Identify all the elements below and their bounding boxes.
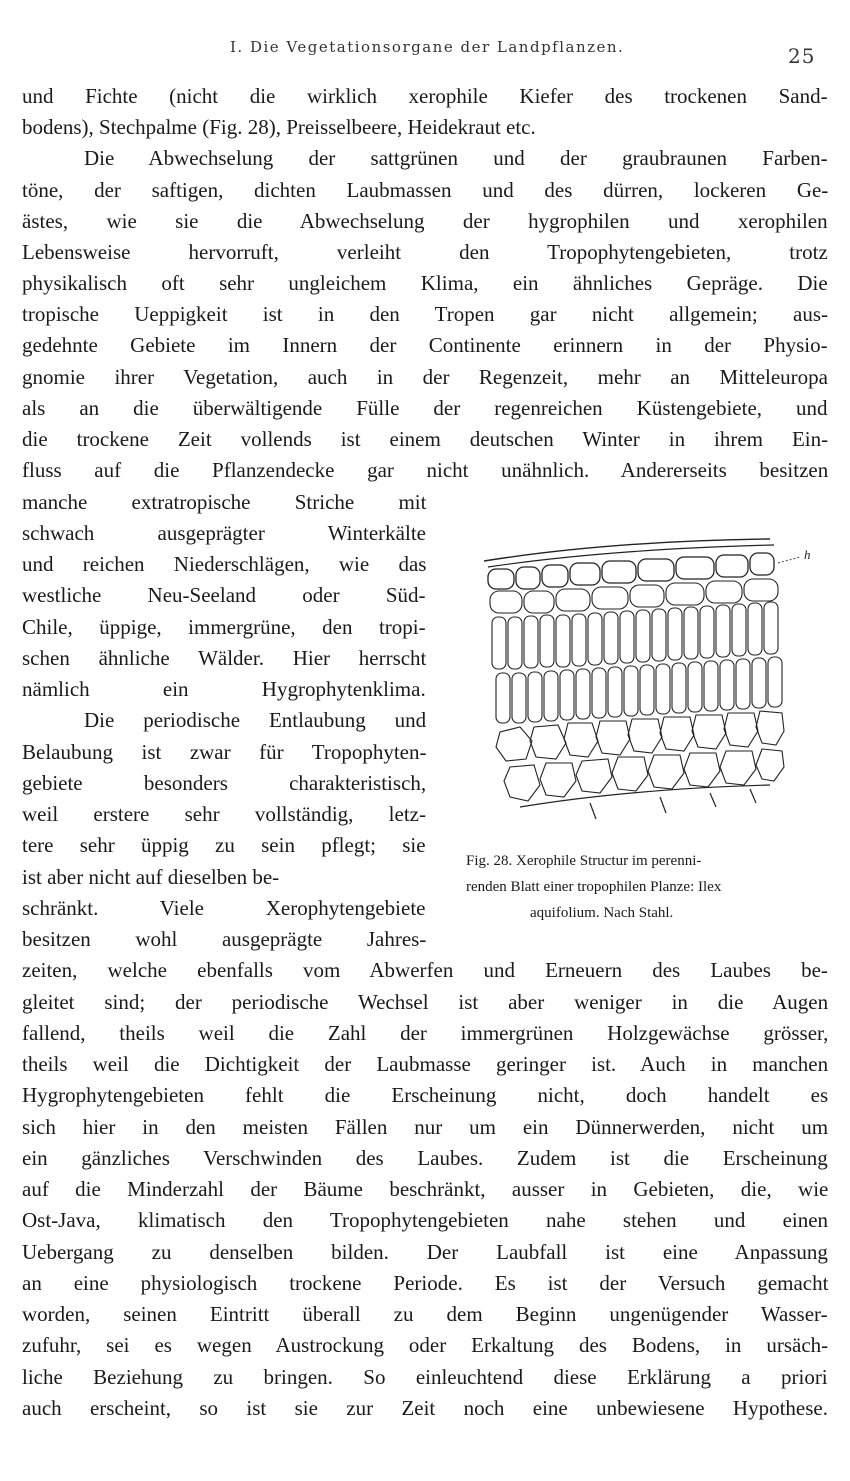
text-line: Die periodische Entlaubung und bbox=[84, 708, 427, 732]
lower-epidermis bbox=[520, 785, 770, 819]
text-line: ästes, wie sie die Abwechselung der hygrophilen und xerophilen bbox=[22, 209, 828, 233]
text-line: Uebergang zu denselben bilden. Der Laubfall ist eine Anpassung bbox=[22, 1240, 828, 1264]
text-line: gedehnte Gebiete im Innern der Continente erinnern in der Physio- bbox=[22, 333, 828, 357]
text-line: gleitet sind; der periodische Wechsel ist aber weniger in die Augen bbox=[22, 990, 829, 1014]
text-line: Hygrophytengebieten fehlt die Erscheinung nicht, doch handelt es bbox=[22, 1083, 829, 1107]
text-line: Lebensweise hervorruft, verleiht den Tropophytengebieten, trotz bbox=[22, 240, 828, 264]
text-line: worden, seinen Eintritt überall zu dem Beginn ungenügender Wasser- bbox=[22, 1302, 828, 1326]
text-line: schränkt. Viele Xerophytengebiete bbox=[22, 896, 426, 920]
text-line: theils weil die Dichtigkeit der Laubmasse geringer ist. Auch in manchen bbox=[22, 1052, 829, 1076]
text-line: fallend, theils weil die Zahl der immergrünen Holzgewächse grösser, bbox=[22, 1021, 829, 1045]
label-leader-line bbox=[778, 557, 800, 563]
text-line: als an die überwältigende Fülle der regenreichen Küstengebiete, und bbox=[22, 396, 828, 420]
text-line: Chile, üppige, immergrüne, den tropi- bbox=[22, 615, 426, 639]
text-line: Die Abwechselung der sattgrünen und der graubraunen Farben- bbox=[84, 146, 828, 170]
text-line: Belaubung ist zwar für Tropophyten- bbox=[22, 740, 427, 764]
palisade-cells bbox=[492, 602, 782, 723]
text-line: auch erscheint, so ist sie zur Zeit noch eine unbewiesene Hypothese. bbox=[22, 1396, 828, 1420]
caption-line: Fig. 28. Xerophile Structur im perenni- bbox=[466, 853, 702, 869]
text-line: ein gänzliches Verschwinden des Laubes. Zudem ist die Erscheinung bbox=[22, 1146, 828, 1170]
text-line: besitzen wohl ausgeprägte Jahres- bbox=[22, 927, 427, 951]
caption-line: renden Blatt einer tropophilen Planze: Ilex bbox=[466, 879, 722, 895]
text-line: tropische Ueppigkeit ist in den Tropen gar nicht allgemein; aus- bbox=[22, 302, 828, 326]
hypodermis-cells bbox=[490, 579, 778, 613]
text-line: nämlich ein Hygrophytenklima. bbox=[22, 677, 426, 701]
epidermis-cells bbox=[488, 553, 774, 589]
text-line: westliche Neu-Seeland oder Süd- bbox=[22, 583, 426, 607]
text-line: und Fichte (nicht die wirklich xerophile Kiefer des trockenen Sand- bbox=[22, 84, 828, 108]
running-head: I. Die Vegetationsorgane der Landpflanzen. bbox=[230, 38, 625, 56]
text-line: tere sehr üppig zu sein pflegt; sie bbox=[22, 833, 426, 857]
text-line: weil erstere sehr vollständig, letz- bbox=[22, 802, 426, 826]
text-line: Ost-Java, klimatisch den Tropophytengebieten nahe stehen und einen bbox=[22, 1208, 829, 1232]
figure-caption bbox=[466, 848, 838, 926]
spongy-cells bbox=[496, 711, 784, 801]
text-line: gnomie ihrer Vegetation, auch in der Regenzeit, mehr an Mitteleuropa bbox=[22, 365, 828, 389]
text-line: die trockene Zeit vollends ist einem deutschen Winter in ihrem Ein- bbox=[22, 427, 829, 451]
leaf-cross-section-drawing bbox=[470, 527, 835, 827]
text-line: manche extratropische Striche mit bbox=[22, 490, 427, 514]
text-line: zeiten, welche ebenfalls vom Abwerfen und Erneuern des Laubes be- bbox=[22, 958, 828, 982]
caption-line: aquifolium. Nach Stahl. bbox=[530, 905, 674, 921]
text-line: zufuhr, sei es wegen Austrockung oder Erkaltung des Bodens, in ursäch- bbox=[22, 1333, 829, 1357]
text-line: bodens), Stechpalme (Fig. 28), Preisselbeere, Heidekraut etc. bbox=[22, 115, 536, 139]
page-header bbox=[0, 34, 850, 74]
text-line: an eine physiologisch trockene Periode. Es ist der Versuch gemacht bbox=[22, 1271, 829, 1295]
text-line: sich hier in den meisten Fällen nur um ein Dünnerwerden, nicht um bbox=[22, 1115, 829, 1139]
text-line: gebiete besonders charakteristisch, bbox=[22, 771, 427, 795]
text-line: physikalisch oft sehr ungleichem Klima, ein ähnliches Gepräge. Die bbox=[22, 271, 828, 295]
leaf-cross-section-figure bbox=[470, 527, 835, 827]
text-line: schwach ausgeprägter Winterkälte bbox=[22, 521, 426, 545]
text-line: und reichen Niederschlägen, wie das bbox=[22, 552, 427, 576]
figure-marker-h: h bbox=[804, 547, 811, 562]
text-line: fluss auf die Pflanzendecke gar nicht unähnlich. Andererseits besitzen bbox=[22, 458, 829, 482]
text-line: liche Beziehung zu bringen. So einleuchtend diese Erklärung a priori bbox=[22, 1365, 828, 1389]
text-line: schen ähnliche Wälder. Hier herrscht bbox=[22, 646, 427, 670]
text-line: auf die Minderzahl der Bäume beschränkt, ausser in Gebieten, die, wie bbox=[22, 1177, 829, 1201]
text-line: töne, der saftigen, dichten Laubmassen und des dürren, lockeren Ge- bbox=[22, 178, 829, 202]
text-line: ist aber nicht auf dieselben be- bbox=[22, 865, 280, 889]
page-number: 25 bbox=[788, 44, 816, 68]
